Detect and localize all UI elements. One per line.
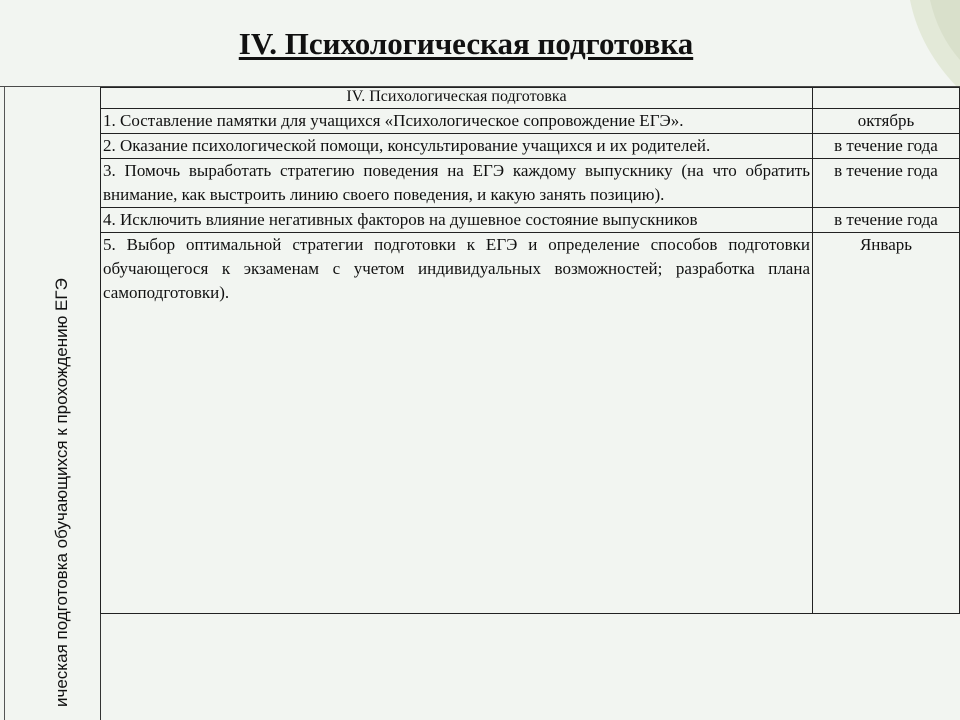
task-cell: 5. Выбор оптимальной стратегии подготовки к ЕГЭ и определение способов подготовки обучающегося к экзаменам с учетом индивидуальных возможностей; разработка плана самоподготовки). <box>101 233 813 614</box>
table-row <box>101 109 960 134</box>
term-cell: Январь <box>813 233 960 614</box>
table-row <box>101 208 960 233</box>
slide-title: IV. Психологическая подготовка <box>238 26 694 61</box>
task-cell: 3. Помочь выработать стратегию поведения на ЕГЭ каждому выпускнику (на что обратить внимание, как выстроить линию своего поведения, и какую занять позицию). <box>101 159 813 208</box>
table-row <box>101 159 960 208</box>
term-cell: в течение года <box>813 159 960 208</box>
table-row <box>101 233 960 614</box>
task-cell: 2. Оказание психологической помощи, консультирование учащихся и их родителей. <box>101 134 813 159</box>
term-cell: октябрь <box>813 109 960 134</box>
term-cell: в течение года <box>813 134 960 159</box>
task-cell: 1. Составление памятки для учащихся «Психологическое сопровождение ЕГЭ». <box>101 109 813 134</box>
side-column <box>0 87 101 720</box>
table-header-row <box>101 88 960 109</box>
plan-table <box>100 87 960 614</box>
side-border-line <box>4 87 5 720</box>
plan-frame <box>0 86 960 720</box>
table-header: IV. Психологическая подготовка <box>101 88 813 109</box>
table-header-empty <box>813 88 960 109</box>
term-cell: в течение года <box>813 208 960 233</box>
task-cell: 4. Исключить влияние негативных факторов на душевное состояние выпускников <box>101 208 813 233</box>
side-label: ическая подготовка обучающихся к прохождению ЕГЭ <box>52 278 71 707</box>
table-row <box>101 134 960 159</box>
